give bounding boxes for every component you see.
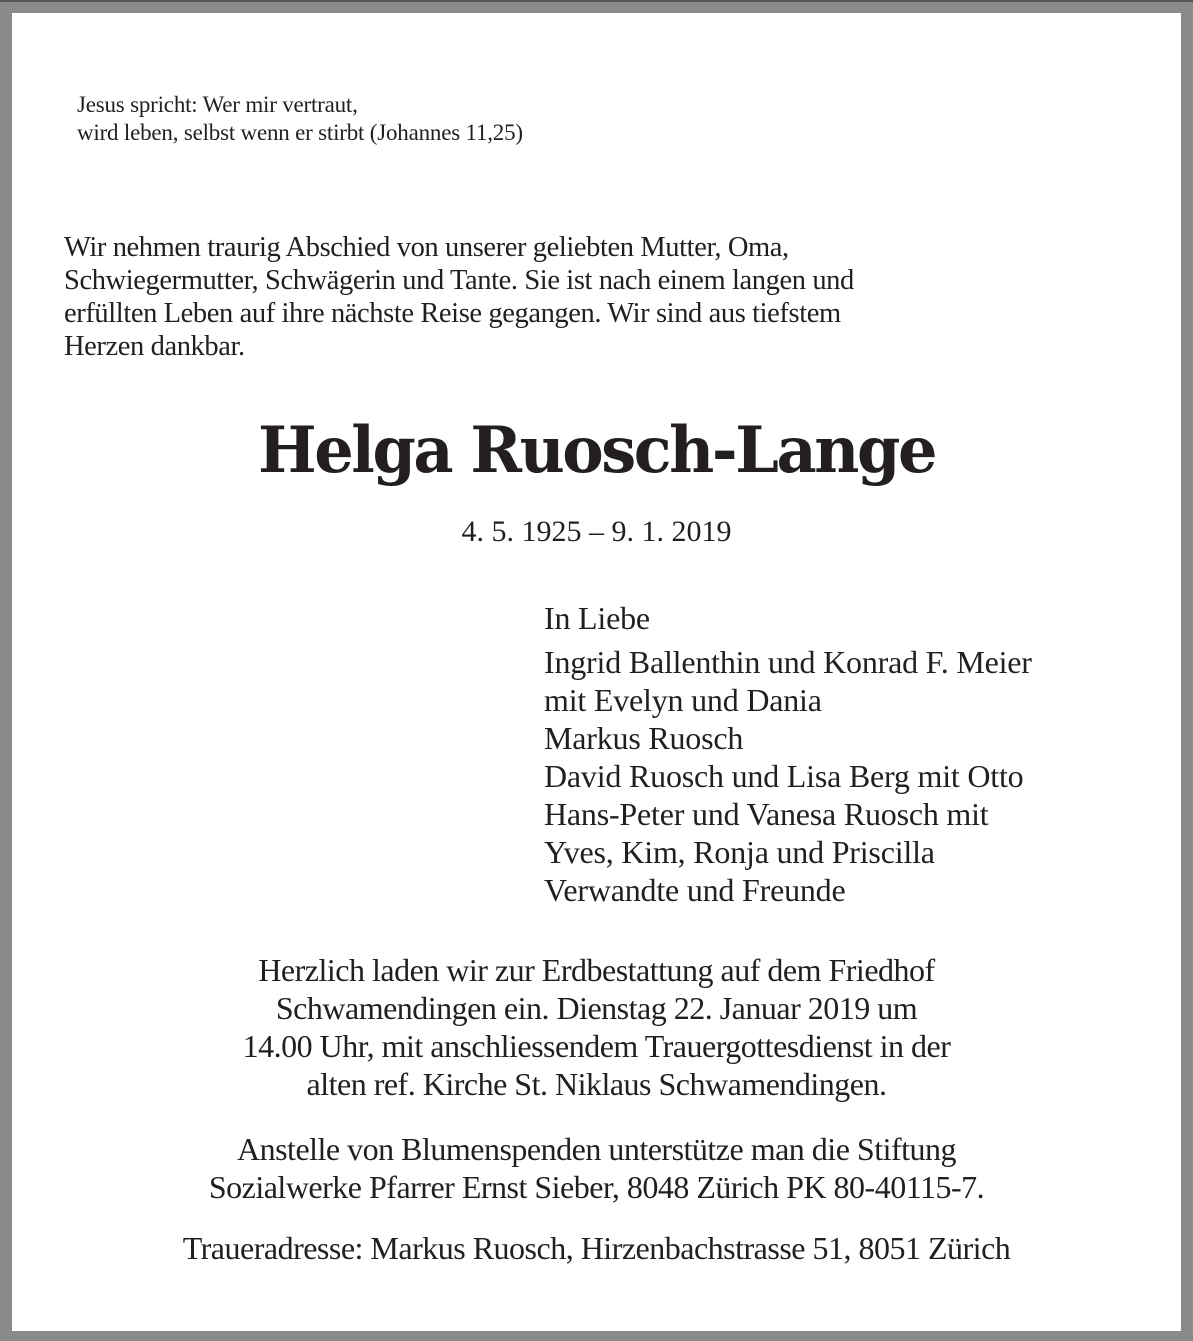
bible-quote: [77, 91, 523, 147]
funeral-notice: [0, 951, 1193, 1103]
mourner-line: mit Evelyn und Dania: [544, 682, 822, 718]
life-dates: 4. 5. 1925 – 9. 1. 2019: [461, 515, 732, 548]
intro-line: Herzen dankbar.: [64, 331, 245, 362]
mourner-line: Verwandte und Freunde: [544, 872, 846, 908]
mourners-label: In Liebe: [544, 600, 650, 636]
deceased-name: Helga Ruosch-Lange: [257, 413, 936, 488]
mourning-address: [0, 1229, 1193, 1267]
donation-line: Anstelle von Blumenspenden unterstütze man die Stiftung: [236, 1131, 957, 1167]
mourner-line: David Ruosch und Lisa Berg mit Otto: [544, 758, 1024, 794]
obituary-sheet: [12, 13, 1181, 1331]
address-line: Traueradresse: Markus Ruosch, Hirzenbachstrasse 51, 8051 Zürich: [182, 1230, 1011, 1266]
donation-notice: [0, 1130, 1193, 1206]
intro-line: erfüllten Leben auf ihre nächste Reise gegangen. Wir sind aus tiefstem: [64, 298, 841, 329]
mourner-line: Ingrid Ballenthin und Konrad F. Meier: [544, 644, 1032, 680]
funeral-line: Herzlich laden wir zur Erdbestattung auf dem Friedhof: [258, 952, 935, 988]
funeral-line: 14.00 Uhr, mit anschliessendem Trauergottesdienst in der: [242, 1028, 951, 1064]
quote-line: Jesus spricht: Wer mir vertraut,: [77, 92, 358, 117]
mourners-list: [544, 599, 1032, 909]
intro-line: Wir nehmen traurig Abschied von unserer geliebten Mutter, Oma,: [64, 232, 789, 263]
intro-line: Schwiegermutter, Schwägerin und Tante. Sie ist nach einem langen und: [64, 265, 854, 296]
mourner-line: Hans-Peter und Vanesa Ruosch mit: [544, 796, 989, 832]
funeral-line: alten ref. Kirche St. Niklaus Schwamendingen.: [306, 1066, 887, 1102]
mourner-line: Yves, Kim, Ronja und Priscilla: [544, 834, 935, 870]
quote-line: wird leben, selbst wenn er stirbt (Johannes 11,25): [77, 120, 523, 145]
intro-paragraph: [64, 231, 1064, 363]
mourner-line: Markus Ruosch: [544, 720, 744, 756]
donation-line: Sozialwerke Pfarrer Ernst Sieber, 8048 Zürich PK 80-40115-7.: [208, 1169, 985, 1205]
funeral-line: Schwamendingen ein. Dienstag 22. Januar 2019 um: [275, 990, 918, 1026]
